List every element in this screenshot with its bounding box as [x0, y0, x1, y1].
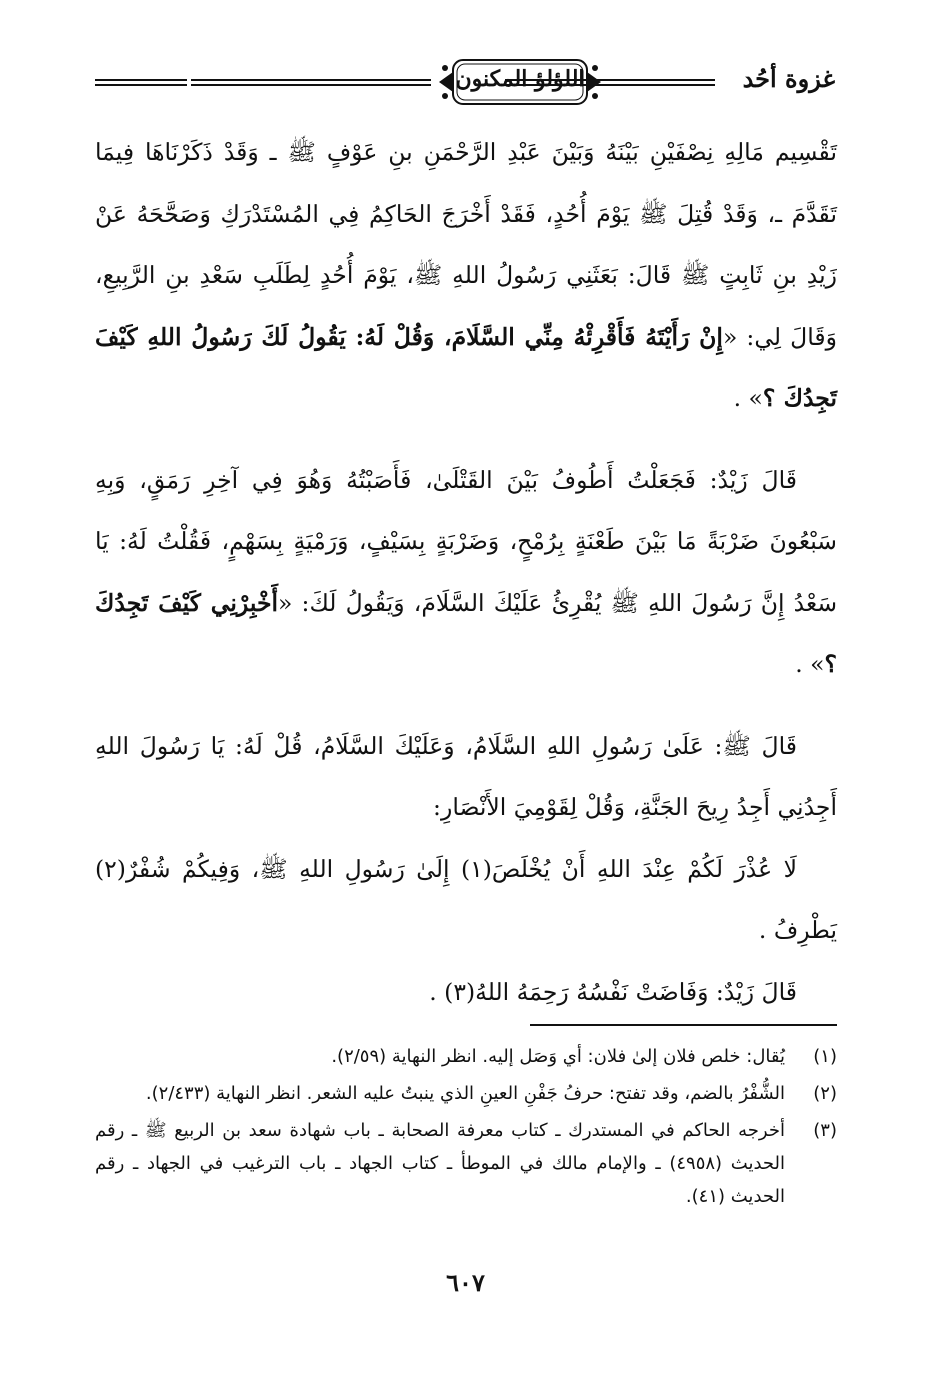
footnote-text: أخرجه الحاكم في المستدرك ـ كتاب معرفة الصحابة ـ باب شهادة سعد بن الربيع ﷺ ـ رقم الحديث (٤٩٥٨) ـ والإمام مالك في الموطأ ـ كتاب الجهاد ـ باب الترغيب في الجهاد ـ رقم الحديث (٤١).: [95, 1120, 786, 1207]
paragraph-end: » .: [795, 650, 825, 678]
footnote-number: (١): [813, 1046, 837, 1067]
paragraph: [95, 122, 837, 430]
paragraph-text: قَالَ زَيْدٌ: فَجَعَلْتُ أَطُوفُ بَيْنَ القَتْلَىٰ، فَأَصَبْتُهُ وَهُوَ فِي آخِرِ رَمَقٍ، وَبِهِ سَبْعُونَ ضَرْبَةً مَا بَيْنَ طَعْنَةٍ بِرُمْحٍ، وَضَرْبَةٍ بِسَيْفٍ، وَرَمْيَةٍ بِسَهْمٍ، فَقُلْتُ لَهُ: يَا سَعْدُ إِنَّ رَسُولَ اللهِ ﷺ يُقْرِئُ عَلَيْكَ السَّلَامَ، وَيَقُولُ لَكَ: «: [95, 465, 838, 617]
paragraph-text: قَالَ زَيْدٌ: وَفَاضَتْ نَفْسُهُ رَحِمَهُ اللهُ(٣) .: [429, 977, 797, 1006]
chapter-title: غزوة أحُد: [742, 64, 835, 93]
main-text: [95, 122, 837, 1023]
hadith-quote: إِنْ رَأَيْتَهُ فَأَقْرِئْهُ مِنِّي السَّلَامَ، وَقُلْ لَهُ: يَقُولُ لَكَ رَسُولُ اللهِ كَيْفَ تَجِدُكَ ؟: [95, 322, 837, 412]
paragraph-text: لَا عُذْرَ لَكُمْ عِنْدَ اللهِ أَنْ يُخْلَصَ(١) إِلَىٰ رَسُولِ اللهِ ﷺ، وَفِيكُمْ شُفْرٌ(٢) يَطْرِفُ .: [95, 854, 837, 944]
page-number: ٦٠٧: [446, 1268, 485, 1297]
paragraph-text: تَقْسِيم مَالِهِ نِصْفَيْنِ بَيْنَهُ وَبَيْنَ عَبْدِ الرَّحْمَنِ بنِ عَوْفٍ ﷺ ـ وَقَدْ ذَكَرْنَاهَا فِيمَا تَقَدَّمَ ـ، وَقَدْ قُتِلَ ﷺ يَوْمَ أُحُدٍ، فَقَدْ أَخْرَجَ الحَاكِمُ فِي المُسْتَدْرَكِ وَصَحَّحَهُ عَنْ زَيْدِ بنِ ثَابِتٍ ﷺ قَالَ: بَعَثَنِي رَسُولُ اللهِ ﷺ، يَوْمَ أُحُدٍ لِطَلَبِ سَعْدِ بنِ الرَّبِيعِ، وَقَالَ لِي: «: [95, 138, 837, 351]
hadith-quote: أَخْبِرْنِي كَيْفَ تَجِدُكَ ؟: [95, 588, 837, 678]
footnotes: [95, 1040, 837, 1217]
book-title-cartouche: [435, 56, 605, 108]
footnote: [95, 1077, 837, 1110]
paragraph: [95, 716, 837, 839]
footnote-text: الشُّفْرُ بالضم، وقد تفتح: حرفُ جَفْنِ العينِ الذي ينبتُ عليه الشعر. انظر النهاية (٢/٤٣٣).: [145, 1083, 785, 1104]
paragraph-end: » .: [733, 384, 763, 412]
footnote-number: (٣): [813, 1120, 837, 1141]
footnote-text: يُقال: خلص فلان إلىٰ فلان: أي وَصَل إليه. انظر النهاية (٢/٥٩).: [331, 1046, 785, 1067]
paragraph: [95, 962, 837, 1024]
footnote: [95, 1114, 837, 1213]
footnote-number: (٢): [813, 1083, 837, 1104]
running-header: [95, 52, 835, 116]
book-title: اللؤلؤ المكنون: [455, 66, 585, 92]
paragraph-text: قَالَ ﷺ: عَلَىٰ رَسُولِ اللهِ السَّلَامُ، وَعَلَيْكَ السَّلَامُ، قُلْ لَهُ: يَا رَسُولَ اللهِ أَجِدُنِي أَجِدُ رِيحَ الجَنَّةِ، وَقُلْ لِقَوْمِيَ الأَنْصَارِ:: [95, 731, 837, 821]
paragraph: [95, 450, 837, 696]
footnote: [95, 1040, 837, 1073]
footnote-separator: [530, 1024, 837, 1026]
header-rule-left: [95, 79, 187, 86]
header-rule-middle: [191, 79, 431, 86]
poem-line: [95, 839, 837, 962]
